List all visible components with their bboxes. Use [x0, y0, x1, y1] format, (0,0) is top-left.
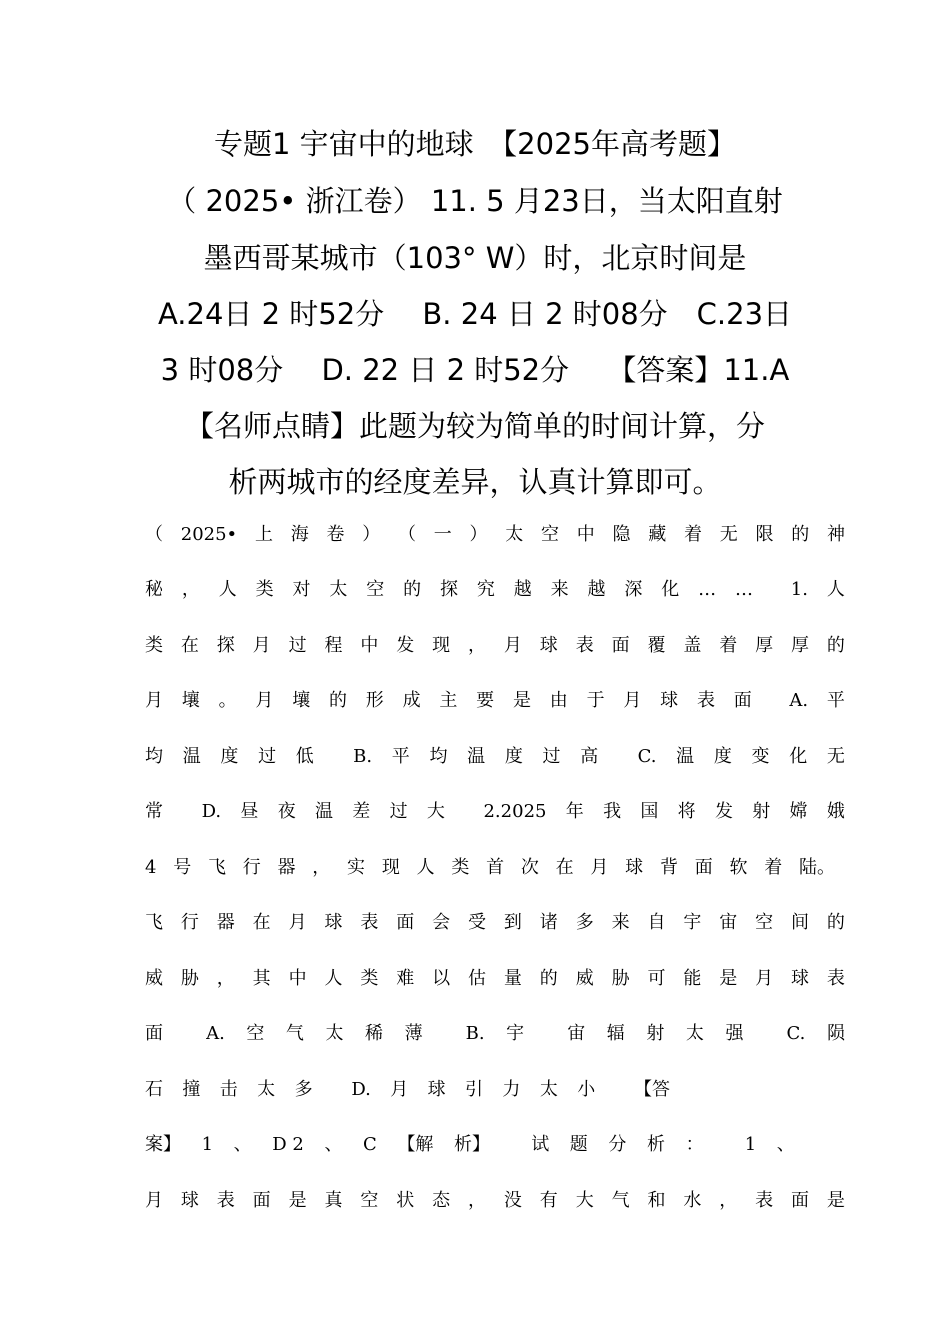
body-token: 是 [512, 690, 531, 711]
body-token: 的 [403, 579, 422, 600]
body-token: 探 [440, 579, 458, 600]
body-token: 藏 [648, 524, 667, 545]
body-token: 析 [646, 1134, 665, 1155]
body-token: 面 [733, 690, 752, 711]
body-line-11 [145, 1075, 670, 1105]
body-token: 间 [791, 912, 810, 933]
body-token: 空 [366, 579, 385, 600]
body-token: 以 [432, 968, 451, 989]
body-token: 探 [216, 635, 235, 656]
body-token: 行 [180, 912, 199, 933]
body-token: 卷 [326, 524, 345, 545]
body-token: 究 [476, 579, 495, 600]
heading-line-2: （ 2025• 浙江卷） 11. 5 月23日，当太阳直射 [167, 184, 783, 218]
body-token: 人 [218, 579, 237, 600]
body-token: 面 [396, 912, 415, 933]
body-line-12 [145, 1130, 795, 1160]
body-token: 没 [503, 1190, 522, 1211]
body-token: 着 [719, 635, 738, 656]
body-token: 面 [252, 1190, 271, 1211]
body-token: D. [201, 801, 222, 822]
body-token: 太 [685, 1023, 704, 1044]
body-token: 月 [390, 1079, 409, 1100]
body-token: C. [637, 746, 657, 767]
body-token: 表 [696, 690, 715, 711]
body-token: 程 [324, 635, 343, 656]
body-token: 面 [694, 857, 713, 878]
body-token: （ [397, 524, 416, 545]
body-token: 表 [216, 1190, 235, 1211]
body-token: 气 [611, 1190, 630, 1211]
body-token: 无 [826, 746, 845, 767]
body-token: 1 [744, 1134, 757, 1155]
body-token: 壤 [292, 690, 311, 711]
body-token: 辐 [606, 1023, 625, 1044]
body-token: 面 [145, 1023, 163, 1044]
body-token: 力 [502, 1079, 521, 1100]
body-token: 对 [292, 579, 311, 600]
body-token: 球 [625, 857, 644, 878]
body-token: 水 [683, 1190, 702, 1211]
body-token: B. [353, 746, 373, 767]
body-token: 难 [396, 968, 415, 989]
body-token: 陆。 [799, 857, 835, 878]
body-token: 月 [145, 1190, 163, 1211]
body-token: 4 [145, 857, 157, 878]
body-token: 盖 [683, 635, 702, 656]
body-token: 行 [242, 857, 261, 878]
body-token: 是 [288, 1190, 307, 1211]
body-token: 2.2025 [483, 801, 547, 822]
body-token: 面 [611, 635, 630, 656]
body-token: 平 [826, 690, 845, 711]
body-token: 着 [764, 857, 783, 878]
body-token: 的 [539, 968, 558, 989]
body-token: ， [181, 579, 200, 600]
body-token: 题 [569, 1134, 588, 1155]
body-line-4 [145, 686, 845, 716]
body-token: 、 [324, 1134, 343, 1155]
body-line-9 [145, 964, 845, 994]
body-token: 、 [233, 1134, 252, 1155]
body-token: 过 [258, 746, 277, 767]
body-token: 多 [575, 912, 594, 933]
body-token: A. [206, 1023, 225, 1044]
body-token: 估 [468, 968, 487, 989]
body-token: 空 [755, 912, 774, 933]
body-token: 球 [180, 1190, 199, 1211]
body-token: 陨 [826, 1023, 845, 1044]
body-token: 是 [719, 968, 738, 989]
body-token: D. [351, 1079, 371, 1100]
body-token: 年 [565, 801, 584, 822]
body-token: 次 [520, 857, 539, 878]
body-token: 现 [381, 857, 400, 878]
body-token: 胁 [180, 968, 199, 989]
body-token: 诸 [539, 912, 558, 933]
body-line-2 [145, 575, 845, 605]
body-token: 发 [396, 635, 415, 656]
body-token: 【答 [633, 1079, 670, 1100]
body-token: 2025• [180, 524, 238, 545]
body-token: 壤 [181, 690, 200, 711]
body-token: 类 [451, 857, 470, 878]
body-token: 1. [790, 579, 808, 600]
body-token: 表 [360, 912, 379, 933]
body-token: 会 [432, 912, 451, 933]
body-token: 。 [218, 690, 237, 711]
body-token: 的 [826, 635, 845, 656]
body-token: 大 [426, 801, 445, 822]
body-token: 温 [182, 746, 201, 767]
body-token: 深 [624, 579, 643, 600]
body-token: 、 [776, 1134, 795, 1155]
body-token: 器 [277, 857, 296, 878]
body-token: 击 [219, 1079, 238, 1100]
body-token: 厚 [755, 635, 774, 656]
body-token: 平 [391, 746, 410, 767]
body-token: 来 [611, 912, 630, 933]
body-token: 首 [486, 857, 505, 878]
body-token: 球 [427, 1079, 446, 1100]
body-token: 球 [324, 912, 343, 933]
body-token: 海 [290, 524, 309, 545]
body-token: 月 [288, 912, 307, 933]
body-token: 球 [791, 968, 810, 989]
body-token: 稀 [365, 1023, 384, 1044]
body-token: 软 [729, 857, 748, 878]
body-token: 化 [661, 579, 680, 600]
body-token: 球 [539, 635, 558, 656]
body-token: 我 [603, 801, 622, 822]
body-token: 温 [315, 801, 333, 822]
body-token: 能 [683, 968, 702, 989]
body-token: 过 [542, 746, 561, 767]
body-token: 中 [288, 968, 307, 989]
body-token: 宇 [683, 912, 702, 933]
body-token: 越 [513, 579, 532, 600]
body-token: 的 [826, 912, 845, 933]
body-token: 越 [587, 579, 606, 600]
body-token: 着 [683, 524, 702, 545]
body-token: 类 [145, 635, 163, 656]
body-line-1 [145, 520, 845, 550]
body-token: 量 [503, 968, 522, 989]
body-token: 表 [575, 635, 594, 656]
body-token: 均 [429, 746, 448, 767]
body-token: ， [312, 857, 331, 878]
body-token: ， [468, 635, 487, 656]
body-token: 秘 [145, 579, 163, 600]
body-token: ） [362, 524, 381, 545]
body-token: 是 [826, 1190, 845, 1211]
body-token: 石 [145, 1079, 163, 1100]
body-token: 态 [432, 1190, 451, 1211]
body-token: 飞 [145, 912, 163, 933]
body-token: 月 [252, 635, 271, 656]
body-token: 月 [255, 690, 274, 711]
body-token: 和 [647, 1190, 666, 1211]
body-token: 可 [647, 968, 666, 989]
body-token: 月 [503, 635, 522, 656]
body-token: 析】 [454, 1134, 490, 1155]
body-token: A. [789, 690, 809, 711]
heading-line-7: 析两城市的经度差异，认真计算即可。 [228, 465, 722, 499]
body-token: C [363, 1134, 377, 1155]
body-token: 【解 [397, 1134, 434, 1155]
body-token: 均 [145, 746, 163, 767]
body-token: 太 [257, 1079, 276, 1100]
body-token: 威 [145, 968, 163, 989]
body-token: 度 [713, 746, 732, 767]
body-line-6 [145, 797, 845, 827]
body-token: 主 [439, 690, 458, 711]
body-token: 高 [580, 746, 599, 767]
body-token: 温 [676, 746, 695, 767]
heading-line-4: A.24日 2 时52分 B. 24 日 2 时08分 C.23日 [157, 297, 793, 331]
body-token: 月 [755, 968, 774, 989]
body-token: 度 [220, 746, 239, 767]
body-token: ， [216, 968, 235, 989]
body-token: 隐 [612, 524, 631, 545]
body-token: 月 [623, 690, 642, 711]
body-token: 试 [531, 1134, 550, 1155]
body-line-13 [145, 1186, 845, 1216]
body-token: 差 [352, 801, 371, 822]
body-token: ， [468, 1190, 487, 1211]
body-token: B. [465, 1023, 485, 1044]
body-token: 类 [255, 579, 274, 600]
body-token: 人 [416, 857, 435, 878]
body-token: ， [719, 1190, 738, 1211]
body-token: 表 [826, 968, 845, 989]
body-line-5 [145, 742, 845, 772]
body-token: 分 [608, 1134, 627, 1155]
body-token: 低 [295, 746, 314, 767]
body-token: 月 [145, 690, 163, 711]
body-token: 成 [402, 690, 421, 711]
body-token: 太 [325, 1023, 344, 1044]
body-token: 空 [540, 524, 559, 545]
body-token: 实 [347, 857, 366, 878]
body-token: 于 [586, 690, 605, 711]
body-token: 中 [576, 524, 595, 545]
body-line-7 [145, 853, 835, 883]
body-token: 温 [467, 746, 486, 767]
body-token: 月 [590, 857, 609, 878]
heading-line-3: 墨西哥某城市（103° W）时，北京时间是 [203, 241, 747, 275]
body-token: 气 [285, 1023, 304, 1044]
body-token: 宙 [567, 1023, 586, 1044]
body-token: 的 [791, 524, 810, 545]
body-token: 上 [254, 524, 273, 545]
body-token: 嫦 [789, 801, 808, 822]
body-token: 变 [751, 746, 770, 767]
body-token: ： [685, 1134, 704, 1155]
body-token: 覆 [647, 635, 666, 656]
body-token: 过 [288, 635, 307, 656]
body-token: 宙 [719, 912, 738, 933]
body-token: 空 [360, 1190, 379, 1211]
body-token: 面 [791, 1190, 810, 1211]
body-token: 度 [504, 746, 523, 767]
body-token: 太 [539, 1079, 558, 1100]
body-token: 射 [752, 801, 771, 822]
body-token: 空 [246, 1023, 265, 1044]
body-token: 夜 [277, 801, 296, 822]
body-token: 限 [755, 524, 774, 545]
body-token: D 2 [272, 1134, 304, 1155]
body-token: 其 [252, 968, 271, 989]
body-token: 无 [719, 524, 738, 545]
body-line-3 [145, 631, 845, 661]
heading-line-1: 专题1 宇宙中的地球 【2025年高考题】 [214, 127, 736, 161]
body-token: 太 [505, 524, 524, 545]
body-token: 神 [826, 524, 845, 545]
body-token: 人 [826, 579, 845, 600]
body-token: 化 [789, 746, 808, 767]
body-token: 要 [476, 690, 495, 711]
body-token: 一 [433, 524, 452, 545]
body-token: 中 [360, 635, 379, 656]
body-token: （ [145, 524, 163, 545]
body-token: 太 [329, 579, 348, 600]
body-token: 宇 [506, 1023, 525, 1044]
body-token: 在 [180, 635, 199, 656]
body-token: 球 [660, 690, 679, 711]
body-token: 大 [575, 1190, 594, 1211]
body-token: 背 [659, 857, 678, 878]
body-token: 到 [503, 912, 522, 933]
body-token: 自 [647, 912, 666, 933]
body-token: 薄 [404, 1023, 423, 1044]
body-token: 受 [468, 912, 487, 933]
body-token: 真 [324, 1190, 343, 1211]
body-token: 由 [549, 690, 568, 711]
body-token: 厚 [791, 635, 810, 656]
body-token: … [735, 579, 753, 600]
heading-line-6: 【名师点睛】此题为较为简单的时间计算，分 [184, 409, 765, 443]
body-token: 娥 [826, 801, 845, 822]
body-token: 胁 [611, 968, 630, 989]
body-token: 状 [396, 1190, 415, 1211]
body-token: 射 [646, 1023, 665, 1044]
body-token: 飞 [207, 857, 226, 878]
body-token: 有 [539, 1190, 558, 1211]
body-token: 将 [677, 801, 696, 822]
body-token: 类 [360, 968, 379, 989]
body-token: 强 [725, 1023, 744, 1044]
body-token: 的 [328, 690, 347, 711]
body-line-8 [145, 908, 845, 938]
body-token: 过 [389, 801, 408, 822]
body-token: 在 [252, 912, 271, 933]
body-token: 在 [555, 857, 574, 878]
body-token: 号 [173, 857, 192, 878]
body-token: ） [469, 524, 488, 545]
heading-line-5: 3 时08分 D. 22 日 2 时52分 【答案】11.A [160, 353, 790, 387]
body-token: 人 [324, 968, 343, 989]
body-token: 现 [432, 635, 451, 656]
body-token: 国 [640, 801, 659, 822]
body-token: 常 [145, 801, 163, 822]
body-token: 案】 [145, 1134, 181, 1155]
body-token: 发 [714, 801, 733, 822]
body-token: 威 [575, 968, 594, 989]
body-token: 多 [294, 1079, 313, 1100]
body-token: 表 [755, 1190, 774, 1211]
body-token: … [698, 579, 717, 600]
body-token: 来 [550, 579, 569, 600]
body-token: 器 [216, 912, 235, 933]
body-token: 小 [577, 1079, 596, 1100]
body-token: C. [786, 1023, 806, 1044]
body-token: 撞 [182, 1079, 201, 1100]
body-token: 昼 [240, 801, 259, 822]
body-token: 1 [201, 1134, 214, 1155]
body-token: 形 [365, 690, 384, 711]
body-line-10 [145, 1019, 845, 1049]
body-token: 引 [465, 1079, 484, 1100]
